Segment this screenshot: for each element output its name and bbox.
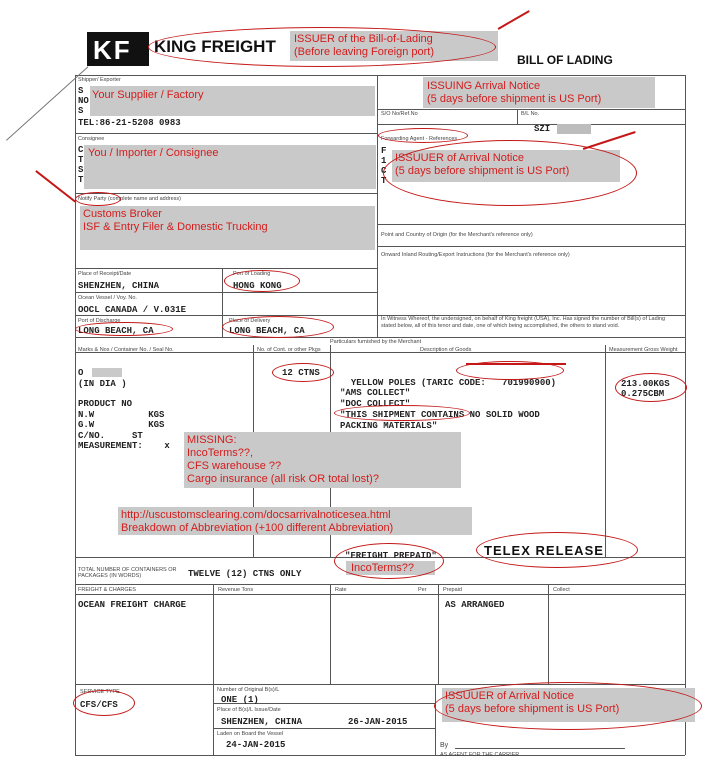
- loading-value: HONG KONG: [233, 281, 282, 291]
- notify-bottom-line: [75, 268, 377, 269]
- marks-line: (IN DIA ): [78, 378, 127, 389]
- issuer-arrival-mid-line: ISSUUER of Arrival Notice: [395, 152, 524, 164]
- freight-prepaid-oval: [334, 543, 444, 579]
- form-right-border: [685, 75, 686, 755]
- marks-line: O: [78, 368, 84, 378]
- service-label: SERVICE TYPE: [80, 689, 120, 695]
- form-bottom-border: [75, 755, 685, 756]
- issuer-bol-oval: [148, 27, 496, 67]
- issuer-bol-line: ISSUER of the Bill-of-Lading: [294, 33, 433, 45]
- consignee-redacted: C T S T: [78, 145, 84, 185]
- charges-col2: [330, 584, 331, 684]
- broker-note: [83, 208, 268, 234]
- footer-col1: [213, 684, 214, 755]
- missing-line: MISSING:: [187, 434, 237, 446]
- total-value: TWELVE (12) CTNS ONLY: [188, 569, 302, 579]
- loading-label: Port of Loading: [233, 271, 271, 277]
- charges-label: FREIGHT & CHARGES: [78, 587, 136, 593]
- weight-value: 213.00KGS: [621, 379, 670, 389]
- ams-line: "AMS COLLECT": [340, 388, 411, 398]
- document-title: BILL OF LADING: [517, 53, 613, 67]
- issue-label: Place of B(s)/L Issue/Date: [217, 707, 281, 713]
- doc-line: "DOC COLLECT": [340, 399, 411, 409]
- delivery-value: LONG BEACH, CA: [229, 326, 305, 336]
- incoterms-note: IncoTerms??: [351, 562, 414, 574]
- packages-value: 12 CTNS: [282, 368, 320, 378]
- particulars-label: Particulars furnished by the Merchant: [330, 339, 422, 345]
- shipper-bottom-line: [75, 133, 377, 134]
- form-center-divider: [377, 75, 378, 337]
- delivery-oval: [222, 316, 334, 338]
- ref-split-line: [517, 109, 518, 124]
- consignee-bottom-line: [75, 193, 377, 194]
- issuing-arrival-line: ISSUING Arrival Notice: [427, 80, 541, 92]
- agent-label: AS AGENT FOR THE CARRIER: [440, 752, 520, 758]
- charges-col1: [213, 584, 214, 684]
- prepaid-label: Prepaid: [443, 587, 462, 593]
- notify-arrow-line: [36, 170, 76, 202]
- inland-label: Onward Inland Routing/Export Instructions (for the Merchant's reference only): [381, 252, 570, 258]
- receipt-bottom-line: [75, 292, 377, 293]
- issuer-arrival-bottom-oval: [434, 682, 702, 730]
- issue-date: 26-JAN-2015: [348, 717, 408, 727]
- url-line: http://uscustomsclearing.com/docsarrivalnoticesea.html: [121, 509, 391, 521]
- per-label: Per: [418, 587, 427, 593]
- shipper-label: Shipper/ Exporter: [78, 77, 121, 83]
- issuer-arrival-bottom-line: ISSUUER of Arrival Notice: [445, 690, 574, 702]
- telex-release-stamp: TELEX RELEASE: [484, 543, 604, 558]
- marks-line: C/NO. ST: [78, 430, 143, 441]
- importer-note: You / Importer / Consignee: [88, 147, 219, 159]
- form-left-border: [75, 75, 76, 755]
- missing-line: Cargo insurance (all risk OR total lost)?: [187, 473, 379, 485]
- collect-label: Collect: [553, 587, 570, 593]
- forwarding-redacted: F 1 C T: [381, 146, 387, 186]
- footer-col2: [435, 684, 436, 755]
- issuing-arrival-line: (5 days before shipment is US Port): [427, 93, 602, 105]
- notify-oval: [75, 192, 121, 206]
- charges-col3: [438, 584, 439, 684]
- url-note: [121, 509, 393, 535]
- goods-tail: ): [550, 378, 557, 388]
- issue-place: SHENZHEN, CHINA: [221, 717, 303, 727]
- bl-no-value: SZI: [534, 124, 551, 134]
- issuing-arrival-note: [427, 80, 601, 106]
- laden-label: Laden on Board the Vessel: [217, 731, 284, 737]
- telex-release-oval: [476, 532, 638, 568]
- rate-label: Rate: [335, 587, 347, 593]
- discharge-value: LONG BEACH, CA: [78, 326, 154, 336]
- bl-no-label: B/L No.: [521, 111, 540, 117]
- notify-label: Notify Party (complete name and address): [78, 196, 182, 202]
- revenue-label: Revenue Tons: [218, 587, 254, 593]
- abbrev-line: Breakdown of Abbreviation (+100 different Abbreviation): [121, 522, 394, 534]
- ref-top-line: [377, 109, 685, 110]
- broker-line: ISF & Entry Filer & Domestic Trucking: [83, 221, 268, 233]
- broker-line: Customs Broker: [83, 208, 162, 220]
- marks-redaction: [92, 368, 122, 377]
- bl-no-redaction: [557, 124, 591, 134]
- charges-col4: [548, 584, 549, 684]
- ref-mid-line: [377, 124, 685, 125]
- issuer-arrival-mid-oval: [383, 140, 637, 206]
- measurement-label: Measurement Gross Weight: [609, 347, 678, 353]
- packages-label: No. of Cont. or other Pkgs: [257, 347, 321, 353]
- forwarding-bottom-line: [377, 224, 685, 225]
- discharge-oval: [75, 322, 173, 336]
- prepaid-value: AS ARRANGED: [445, 600, 505, 610]
- issuer-arrival-mid-line: (5 days before shipment is US Port): [395, 165, 570, 177]
- receipt-label: Place of Receipt/Date: [78, 271, 132, 277]
- vessel-bottom-line: [75, 315, 377, 316]
- discharge-label: Port of Discharge: [78, 318, 121, 324]
- goods-line: YELLOW POLES (TARIC CODE: 701990900: [350, 378, 551, 388]
- marks-line: G.W KGS: [78, 420, 165, 430]
- missing-line: IncoTerms??,: [187, 447, 254, 459]
- wood-line-2: PACKING MATERIALS": [340, 421, 438, 431]
- marks-line: PRODUCT NO: [78, 399, 133, 409]
- vessel-label: Ocean Vessel / Voy. No.: [78, 295, 137, 301]
- loading-oval: [224, 270, 300, 292]
- forwarding-label: Forwarding Agent - References: [381, 136, 458, 142]
- originals-label: Number of Original B(s)/L: [217, 687, 280, 693]
- desc-col-line: [605, 345, 606, 557]
- receipt-value: SHENZHEN, CHINA: [78, 281, 160, 291]
- forwarding-oval: [378, 128, 468, 143]
- charges-header-line: [75, 594, 685, 595]
- freight-prepaid: "FREIGHT PREPAID": [345, 551, 437, 561]
- wood-line-1: "THIS SHIPMENT CONTAINS NO SOLID WOOD: [340, 410, 540, 420]
- by-label: By: [440, 742, 449, 749]
- origin-label: Point and Country of Origin (for the Merchant's reference only): [381, 232, 533, 238]
- missing-line: CFS warehouse ??: [187, 460, 282, 472]
- marks-line: N.W KGS: [78, 409, 165, 420]
- laden-date: 24-JAN-2015: [226, 740, 286, 750]
- issuer-bol-line: (Before leaving Foreign port): [294, 46, 435, 58]
- wood-oval: [334, 405, 470, 421]
- service-value: CFS/CFS: [80, 700, 118, 710]
- total-label: TOTAL NUMBER OF CONTAINERS OR PACKAGES (IN WORDS): [78, 567, 177, 579]
- so-no-label: S/O No/Ref.No: [381, 111, 418, 117]
- origin-bottom-line: [377, 246, 685, 247]
- shipper-tel: TEL:86-21-5208 0983: [78, 118, 181, 128]
- logo-text: KF: [93, 35, 132, 65]
- shipper-redacted: S NO S: [78, 86, 89, 116]
- weight-oval: [615, 373, 687, 402]
- marks-line: MEASUREMENT: x: [78, 441, 170, 451]
- form-top-border: [75, 75, 685, 76]
- description-label: Description of Goods: [420, 347, 472, 353]
- service-oval: [73, 690, 135, 716]
- issuer-arrival-bottom-line: (5 days before shipment is US Port): [445, 703, 620, 715]
- packages-oval: [272, 363, 334, 382]
- shipping-marks: [78, 368, 170, 452]
- company-logo: [87, 32, 149, 66]
- consignee-label: Consignee: [78, 136, 105, 142]
- supplier-note: Your Supplier / Factory: [92, 89, 204, 101]
- vessel-value: OOCL CANADA / V.031E: [78, 305, 187, 315]
- signature-line: [455, 748, 625, 749]
- measure-value: 0.275CBM: [621, 389, 665, 399]
- witness-text: In Witness Whereof, the undersigned, on behalf of King freight (USA), Inc. Has signed the number of Bill(s) of Lading stated below, all of this tenor and date, one of which being accomplished, the others to stand void.: [381, 316, 666, 329]
- taric-underline: [466, 363, 566, 365]
- footer-row2: [213, 728, 435, 729]
- originals-value: ONE (1): [221, 695, 259, 705]
- company-name: KING FREIGHT: [154, 37, 276, 56]
- charges-value: OCEAN FREIGHT CHARGE: [78, 600, 187, 610]
- particulars-top-line: [75, 337, 685, 338]
- marks-label: Marks & Nos / Container No. / Seal No.: [78, 347, 174, 353]
- missing-note: [187, 434, 379, 486]
- charges-top-line: [75, 584, 685, 585]
- issuer-arrow-line: [498, 10, 530, 29]
- delivery-label: Place of Delivery: [229, 318, 271, 324]
